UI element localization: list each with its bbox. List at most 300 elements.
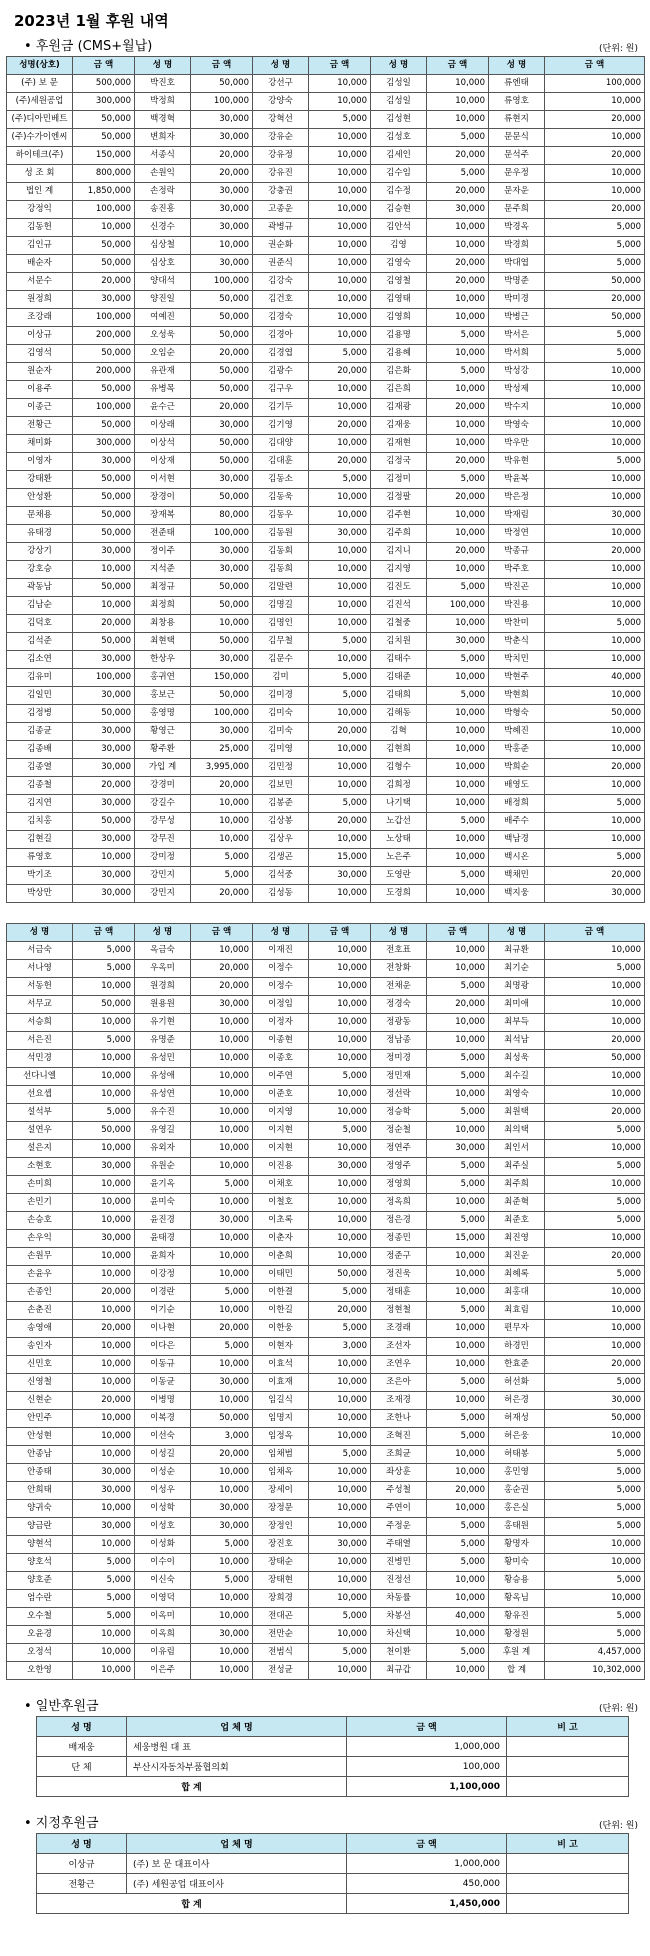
donor-name: 이경란 (135, 1284, 191, 1302)
donation-amount: 10,000 (427, 1446, 489, 1464)
table-row (7, 705, 645, 723)
table-row (7, 1608, 645, 1626)
column-header: 성 명 (7, 924, 73, 942)
donor-name: 최명광 (489, 978, 545, 996)
donation-amount: 50,000 (73, 489, 135, 507)
donation-amount: 10,000 (427, 705, 489, 723)
donor-name: 정민재 (371, 1068, 427, 1086)
donation-amount: 100,000 (191, 273, 253, 291)
donation-amount: 10,000 (545, 1536, 645, 1554)
column-header: 성 명 (489, 57, 545, 75)
donor-name: 김정국 (371, 453, 427, 471)
donation-amount: 5,000 (309, 1068, 371, 1086)
donation-amount: 10,000 (309, 1050, 371, 1068)
donor-name: 이현자 (253, 1338, 309, 1356)
donor-name: 정영희 (371, 1176, 427, 1194)
donor-name: 손윤우 (7, 1266, 73, 1284)
donation-amount: 100,000 (73, 669, 135, 687)
donation-amount: 10,000 (309, 255, 371, 273)
donation-amount: 30,000 (73, 291, 135, 309)
table-row (7, 1014, 645, 1032)
donor-name: 양호석 (7, 1554, 73, 1572)
donation-amount: 5,000 (427, 165, 489, 183)
donor-name: 오한영 (7, 1662, 73, 1680)
donation-amount: 10,000 (545, 489, 645, 507)
table-row (7, 129, 645, 147)
donor-name: 김안석 (371, 219, 427, 237)
donor-name: 김영철 (371, 273, 427, 291)
donation-amount: 100,000 (427, 597, 489, 615)
donation-amount: 20,000 (545, 759, 645, 777)
donation-amount: 50,000 (191, 435, 253, 453)
donor-name: 양귀숙 (7, 1500, 73, 1518)
donor-name: 권준식 (253, 255, 309, 273)
donation-amount: 10,000 (427, 1032, 489, 1050)
donation-amount: 10,000 (73, 1410, 135, 1428)
donation-amount: 30,000 (427, 1140, 489, 1158)
donation-amount: 5,000 (427, 1068, 489, 1086)
column-header: 금 액 (191, 924, 253, 942)
donor-name: 여예진 (135, 309, 191, 327)
donation-amount: 50,000 (191, 381, 253, 399)
donor-name: 강민지 (135, 867, 191, 885)
donation-amount: 10,000 (73, 1644, 135, 1662)
table-row (7, 1356, 645, 1374)
donor-name: 양금란 (7, 1518, 73, 1536)
donation-amount: 10,000 (427, 417, 489, 435)
remarks (507, 1874, 629, 1894)
donor-name: 김지영 (371, 561, 427, 579)
donor-name: 강무성 (135, 813, 191, 831)
donation-amount: 10,000 (427, 381, 489, 399)
donor-name: 김동욱 (253, 489, 309, 507)
donation-amount: 50,000 (191, 597, 253, 615)
donor-name: 안종남 (7, 1446, 73, 1464)
donor-name: 김진석 (371, 597, 427, 615)
donation-amount: 10,000 (427, 345, 489, 363)
donation-amount: 10,000 (427, 1284, 489, 1302)
donor-name: 정준구 (371, 1248, 427, 1266)
donation-amount: 5,000 (545, 255, 645, 273)
donation-amount: 50,000 (73, 507, 135, 525)
donation-amount: 10,000 (545, 1140, 645, 1158)
donor-name: 손민기 (7, 1194, 73, 1212)
donation-amount: 20,000 (427, 183, 489, 201)
donation-amount: 10,000 (73, 1176, 135, 1194)
donation-amount: 10,000 (73, 1140, 135, 1158)
donor-name: 김기영 (253, 417, 309, 435)
donation-amount: 30,000 (191, 996, 253, 1014)
donor-name: 김민정 (253, 759, 309, 777)
donor-name: 김구우 (253, 381, 309, 399)
donor-name: 정이주 (135, 543, 191, 561)
donation-amount: 50,000 (73, 345, 135, 363)
donation-amount: 10,000 (309, 489, 371, 507)
donation-amount: 5,000 (191, 1572, 253, 1590)
donor-name: 문자운 (489, 183, 545, 201)
donation-amount: 30,000 (545, 885, 645, 903)
donation-amount: 30,000 (73, 795, 135, 813)
donation-amount: 20,000 (427, 399, 489, 417)
donor-name: 장희경 (253, 1590, 309, 1608)
donor-name: 김말련 (253, 579, 309, 597)
donor-name: 박서희 (489, 345, 545, 363)
donor-name: 박우만 (489, 435, 545, 453)
donor-name: 유영길 (135, 1122, 191, 1140)
donor-name: 최효림 (489, 1302, 545, 1320)
table-row (7, 813, 645, 831)
donation-amount: 10,000 (309, 1248, 371, 1266)
donation-amount: 10,000 (191, 1644, 253, 1662)
donation-amount: 20,000 (545, 201, 645, 219)
donor-name: 설석부 (7, 1104, 73, 1122)
donation-amount: 10,000 (427, 111, 489, 129)
donation-amount: 10,000 (191, 831, 253, 849)
donor-name: 이철호 (253, 1194, 309, 1212)
donation-amount: 10,000 (427, 942, 489, 960)
donor-name: 김대양 (253, 435, 309, 453)
donor-name: 김형수 (371, 759, 427, 777)
column-header: 성 명 (371, 57, 427, 75)
donation-amount: 10,000 (309, 741, 371, 759)
donor-name: 노갑선 (371, 813, 427, 831)
donor-name: 이다은 (135, 1338, 191, 1356)
donor-name: 김석중 (253, 867, 309, 885)
donation-amount: 10,000 (427, 960, 489, 978)
donor-name: 유관재 (135, 363, 191, 381)
donor-name: 홍민영 (489, 1464, 545, 1482)
donation-amount: 10,000 (545, 978, 645, 996)
table-row (7, 795, 645, 813)
donor-name: 김재광 (371, 399, 427, 417)
total-row (37, 1777, 629, 1797)
donation-amount: 20,000 (309, 1302, 371, 1320)
donation-amount: 10,000 (545, 1014, 645, 1032)
donation-amount: 30,000 (73, 885, 135, 903)
donor-name: 유태경 (7, 525, 73, 543)
donor-name: 박상만 (7, 885, 73, 903)
donor-name: 황미숙 (489, 1554, 545, 1572)
donation-amount: 20,000 (427, 255, 489, 273)
donation-amount: 10,000 (427, 885, 489, 903)
table-row (7, 1140, 645, 1158)
donation-amount: 30,000 (191, 219, 253, 237)
donor-name: 백시온 (489, 849, 545, 867)
donation-amount: 10,000 (73, 1050, 135, 1068)
donation-amount: 20,000 (427, 489, 489, 507)
donor-name: 안민주 (7, 1410, 73, 1428)
donor-name: 이성호 (135, 1518, 191, 1536)
donation-amount: 10,000 (73, 1302, 135, 1320)
page-title: 2023년 1월 후원 내역 (14, 12, 169, 30)
table-row (7, 543, 645, 561)
table-row (7, 615, 645, 633)
donor-name: 강무진 (135, 831, 191, 849)
donation-amount: 1,850,000 (73, 183, 135, 201)
donor-name: 전창화 (371, 960, 427, 978)
donation-amount: 10,000 (309, 777, 371, 795)
donor-name: 이지영 (253, 1104, 309, 1122)
table-row (7, 1482, 645, 1500)
total-label: 합 계 (37, 1894, 347, 1914)
donor-name: 오성욱 (135, 327, 191, 345)
donor-name: 조은아 (371, 1374, 427, 1392)
donation-amount: 20,000 (427, 543, 489, 561)
donation-amount: 10,000 (309, 1572, 371, 1590)
table-row (7, 687, 645, 705)
donation-amount: 50,000 (73, 381, 135, 399)
donor-name: 홍태원 (489, 1518, 545, 1536)
donor-name: 가입 계 (135, 759, 191, 777)
donation-amount: 10,000 (427, 309, 489, 327)
donor-name: 이성우 (135, 1482, 191, 1500)
donor-name: 강호승 (7, 561, 73, 579)
donor-name: 손승호 (7, 1212, 73, 1230)
donor-name: 홍은실 (489, 1500, 545, 1518)
donor-name: 문우정 (489, 165, 545, 183)
donation-amount: 5,000 (73, 942, 135, 960)
donation-amount: 30,000 (309, 1536, 371, 1554)
donation-amount: 10,000 (191, 1122, 253, 1140)
donation-amount: 10,000 (73, 1356, 135, 1374)
donor-name: 유성애 (135, 1068, 191, 1086)
donor-name: 김정팔 (371, 489, 427, 507)
donor-name: 김미경 (253, 687, 309, 705)
column-header: 성 명 (135, 924, 191, 942)
donation-amount: 30,000 (73, 1482, 135, 1500)
donor-name: 김동회 (253, 543, 309, 561)
table-row (7, 1644, 645, 1662)
donor-name: 정태훈 (371, 1284, 427, 1302)
donor-name: 김대훈 (253, 453, 309, 471)
donor-name: 박경옥 (489, 219, 545, 237)
donation-amount: 20,000 (191, 978, 253, 996)
unit-label: (단위: 원) (599, 44, 638, 54)
donor-name: 최영숙 (489, 1086, 545, 1104)
donation-amount: 10,000 (309, 597, 371, 615)
donation-amount: 5,000 (191, 849, 253, 867)
donor-name: 최부득 (489, 1014, 545, 1032)
donor-name: 김치홍 (7, 813, 73, 831)
table-row (7, 1626, 645, 1644)
donor-name: 윤수근 (135, 399, 191, 417)
table-row (37, 1874, 629, 1894)
donor-name: 조선자 (371, 1338, 427, 1356)
donation-amount: 5,000 (191, 1338, 253, 1356)
donation-amount: 10,000 (191, 1248, 253, 1266)
donation-amount: 10,000 (309, 147, 371, 165)
donation-amount: 10,000 (427, 1086, 489, 1104)
donor-name: 정은경 (371, 1212, 427, 1230)
donor-name: 설은지 (7, 1140, 73, 1158)
donor-name: 유원순 (135, 1158, 191, 1176)
donor-name: 강민지 (135, 885, 191, 903)
table-row (7, 93, 645, 111)
donor-name: 강정익 (7, 201, 73, 219)
donation-amount: 50,000 (191, 579, 253, 597)
donor-name: 김태준 (371, 669, 427, 687)
donation-amount: 30,000 (73, 1518, 135, 1536)
donor-name: 이정임 (253, 996, 309, 1014)
donation-amount: 20,000 (545, 147, 645, 165)
donation-amount: 80,000 (191, 507, 253, 525)
donor-name: 오임순 (135, 345, 191, 363)
column-header: 금 액 (309, 57, 371, 75)
donation-amount: 10,000 (545, 1320, 645, 1338)
table-row (7, 759, 645, 777)
donor-name: 김태희 (371, 687, 427, 705)
donation-amount: 10,000 (309, 273, 371, 291)
donor-name: 이용주 (7, 381, 73, 399)
donor-name: 박주호 (489, 561, 545, 579)
donor-name: 정선락 (371, 1086, 427, 1104)
donor-name: 배재웅 (37, 1737, 127, 1757)
remarks (507, 1854, 629, 1874)
donation-amount: 50,000 (191, 687, 253, 705)
column-header: 비 고 (507, 1717, 629, 1737)
donation-amount: 20,000 (191, 345, 253, 363)
donor-name: 김영숙 (371, 255, 427, 273)
donor-name: 박서은 (489, 327, 545, 345)
donor-name: 유기현 (135, 1014, 191, 1032)
table-row (7, 996, 645, 1014)
donation-amount: 10,000 (309, 381, 371, 399)
donation-amount: 10,000 (309, 1032, 371, 1050)
donation-amount: 5,000 (427, 1302, 489, 1320)
donation-amount: 10,000 (309, 831, 371, 849)
donor-name: 백경혁 (135, 111, 191, 129)
table-row (7, 1230, 645, 1248)
donation-amount: 10,000 (427, 795, 489, 813)
donation-amount: 10,000 (309, 291, 371, 309)
donor-name: 박현주 (489, 669, 545, 687)
donor-name: 이은주 (135, 1662, 191, 1680)
donor-name: 이선숙 (135, 1428, 191, 1446)
donation-amount: 30,000 (191, 1374, 253, 1392)
donation-amount: 10,000 (73, 1248, 135, 1266)
donation-amount: 10,000 (191, 1554, 253, 1572)
remarks (507, 1737, 629, 1757)
donation-amount: 10,000 (191, 1104, 253, 1122)
donor-name: 최진운 (489, 1248, 545, 1266)
donor-name: 김철중 (371, 615, 427, 633)
donation-amount: 20,000 (191, 777, 253, 795)
table-row (7, 1392, 645, 1410)
donor-name: 서금숙 (7, 942, 73, 960)
donation-amount: 10,000 (309, 615, 371, 633)
donation-amount: 10,000 (309, 1140, 371, 1158)
donation-amount: 5,000 (73, 1572, 135, 1590)
donor-name: 소현호 (7, 1158, 73, 1176)
donation-amount: 50,000 (73, 996, 135, 1014)
donor-name: 류엔태 (489, 75, 545, 93)
donation-amount: 10,000 (73, 597, 135, 615)
donor-name: 합 계 (489, 1662, 545, 1680)
donor-name: 윤미숙 (135, 1194, 191, 1212)
donation-amount: 10,000 (73, 1338, 135, 1356)
donor-name: 김정미 (371, 471, 427, 489)
donation-amount: 30,000 (427, 633, 489, 651)
donation-amount: 50,000 (545, 273, 645, 291)
donation-amount: 5,000 (191, 1536, 253, 1554)
donor-name: 김경엽 (253, 345, 309, 363)
donation-amount: 10,000 (545, 129, 645, 147)
donation-amount: 10,000 (309, 960, 371, 978)
donation-amount: 10,302,000 (545, 1662, 645, 1680)
donation-amount: 5,000 (191, 1176, 253, 1194)
table-row (7, 1302, 645, 1320)
donation-amount: 20,000 (73, 1392, 135, 1410)
donation-amount: 10,000 (427, 1464, 489, 1482)
donor-name: 강길수 (135, 795, 191, 813)
donor-name: 서나영 (7, 960, 73, 978)
donation-amount: 50,000 (73, 471, 135, 489)
donation-amount: 20,000 (191, 1320, 253, 1338)
donor-name: 정순철 (371, 1122, 427, 1140)
donation-amount: 5,000 (309, 669, 371, 687)
donor-name: 최규갑 (371, 1662, 427, 1680)
donation-amount: 10,000 (545, 1338, 645, 1356)
donation-amount: 30,000 (73, 1230, 135, 1248)
donor-name: 변희자 (135, 129, 191, 147)
donation-amount: 10,000 (545, 813, 645, 831)
donor-name: 선요셉 (7, 1086, 73, 1104)
donation-amount: 10,000 (427, 615, 489, 633)
donor-name: 엄수란 (7, 1590, 73, 1608)
donation-amount: 10,000 (427, 723, 489, 741)
donor-name: 송진흥 (135, 201, 191, 219)
donation-amount: 5,000 (545, 237, 645, 255)
donation-amount: 10,000 (545, 831, 645, 849)
remarks (507, 1894, 629, 1914)
donation-amount: 10,000 (73, 1626, 135, 1644)
donation-amount: 10,000 (309, 1086, 371, 1104)
column-header: 금 액 (191, 57, 253, 75)
donor-name: 양진일 (135, 291, 191, 309)
donor-name: 황승용 (489, 1572, 545, 1590)
donation-amount: 20,000 (191, 399, 253, 417)
donor-name: 손미희 (7, 1176, 73, 1194)
column-header: 업 체 명 (127, 1834, 347, 1854)
donor-name: 진병민 (371, 1554, 427, 1572)
donor-name: 이성학 (135, 1500, 191, 1518)
donation-amount: 30,000 (73, 723, 135, 741)
donation-amount: 10,000 (191, 813, 253, 831)
donor-name: 박종규 (489, 543, 545, 561)
donation-amount: 5,000 (427, 687, 489, 705)
donation-amount: 10,000 (191, 1356, 253, 1374)
donor-name: 권순화 (253, 237, 309, 255)
donation-amount: 10,000 (545, 399, 645, 417)
donation-amount: 5,000 (545, 453, 645, 471)
donor-name: 박윤복 (489, 471, 545, 489)
table-row (7, 1338, 645, 1356)
donation-amount: 3,995,000 (191, 759, 253, 777)
donation-amount: 5,000 (545, 1626, 645, 1644)
donation-amount: 5,000 (73, 1554, 135, 1572)
donor-name: 김생곤 (253, 849, 309, 867)
donor-name: 백남경 (489, 831, 545, 849)
donor-name: 서종식 (135, 147, 191, 165)
donor-name: 심상철 (135, 237, 191, 255)
donor-name: 김덕호 (7, 615, 73, 633)
unit-label: (단위: 원) (599, 1821, 638, 1831)
donation-amount: 10,000 (545, 183, 645, 201)
company-name: (주) 세원공업 대표이사 (127, 1874, 347, 1894)
donor-name: 원정희 (7, 291, 73, 309)
donation-amount: 10,000 (309, 183, 371, 201)
donor-name: 신민호 (7, 1356, 73, 1374)
